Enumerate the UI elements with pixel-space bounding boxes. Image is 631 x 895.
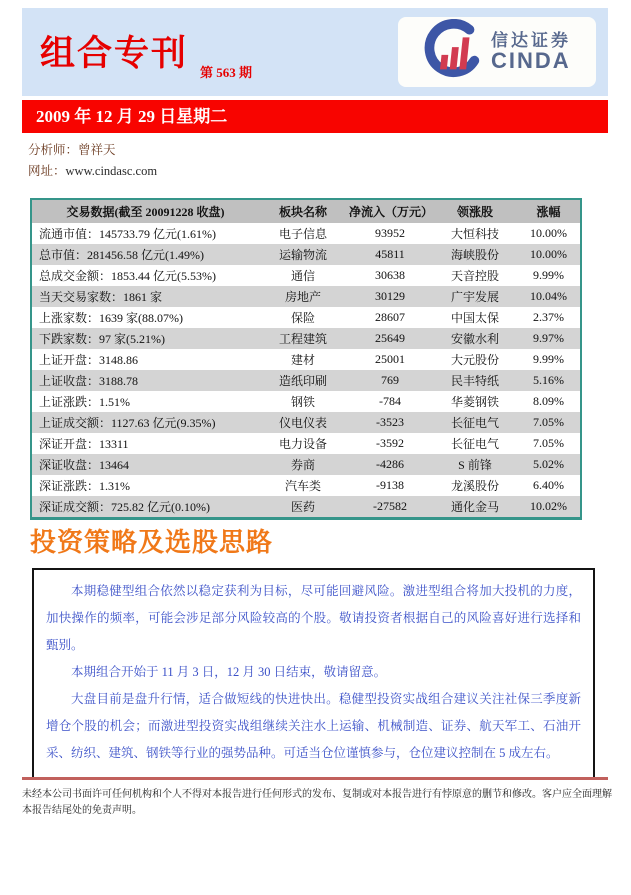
table-cell: 10.02% bbox=[530, 499, 567, 513]
table-cell: 7.05% bbox=[533, 436, 564, 450]
table-cell: -27582 bbox=[373, 499, 407, 513]
table-cell: -3523 bbox=[376, 415, 404, 429]
column-header: 净流入（万元） bbox=[347, 199, 433, 223]
table-cell: -4286 bbox=[376, 457, 404, 471]
date-banner: 2009 年 12 月 29 日星期二 bbox=[22, 100, 608, 133]
table-row bbox=[31, 433, 581, 454]
table-cell: 上涨家数：1639 家(88.07%) bbox=[39, 311, 183, 325]
table-row bbox=[31, 475, 581, 496]
table-cell: 45811 bbox=[375, 247, 405, 261]
table-cell: 上证开盘：3148.86 bbox=[39, 353, 139, 367]
table-row bbox=[31, 496, 581, 519]
analyst-name: 曾祥天 bbox=[78, 143, 116, 157]
table-row bbox=[31, 244, 581, 265]
table-cell: 造纸印刷 bbox=[278, 374, 327, 388]
logo-text bbox=[491, 32, 571, 73]
table-cell: 运输物流 bbox=[278, 248, 327, 262]
table-cell: 5.16% bbox=[533, 373, 564, 387]
column-header: 领涨股 bbox=[433, 199, 517, 223]
strategy-paragraph: 大盘目前是盘升行情，适合做短线的快进快出。稳健型投资实战组合建议关注社保三季度新增仓个股的机会；而激进型投资实战组继续关注水上运输、机械制造、证券、航天军工、石油开采、纺织、建筑、钢铁等行业的强势品种。可适当仓位谨慎参与，仓位建议控制在 5 成左右。 bbox=[46, 692, 581, 760]
table-row bbox=[31, 328, 581, 349]
table-cell: 2.37% bbox=[533, 310, 564, 324]
table-cell: 汽车类 bbox=[284, 479, 321, 493]
table-cell: 上证收盘：3188.78 bbox=[39, 374, 139, 388]
table-cell: -3592 bbox=[376, 436, 404, 450]
meta-block bbox=[28, 140, 157, 182]
masthead bbox=[22, 8, 608, 96]
analyst-line bbox=[28, 140, 157, 161]
logo-name-en: CINDA bbox=[491, 48, 571, 74]
table-cell: 海峡股份 bbox=[450, 248, 499, 262]
table-cell: 30129 bbox=[375, 289, 405, 303]
table-cell: 华菱钢铁 bbox=[450, 395, 499, 409]
table-cell: 上证涨跌：1.51% bbox=[39, 395, 130, 409]
table-cell: 深证涨跌：1.31% bbox=[39, 479, 130, 493]
table-cell: 93952 bbox=[375, 226, 405, 240]
table-cell: 10.00% bbox=[530, 226, 567, 240]
table-cell: 通信 bbox=[290, 269, 315, 283]
table-cell: 上证成交额：1127.63 亿元(9.35%) bbox=[39, 416, 216, 430]
table-cell: 大元股份 bbox=[450, 353, 499, 367]
table-cell: 深证开盘：13311 bbox=[39, 437, 129, 451]
table-cell: 长征电气 bbox=[450, 416, 499, 430]
strategy-section-title: 投资策略及选股思路 bbox=[30, 527, 274, 557]
table-cell: 长征电气 bbox=[450, 437, 499, 451]
table-cell: 5.02% bbox=[533, 457, 564, 471]
column-header: 交易数据(截至 20091228 收盘) bbox=[31, 199, 259, 223]
cinda-logo bbox=[398, 17, 596, 87]
table-row bbox=[31, 223, 581, 244]
table-cell: 天音控股 bbox=[450, 269, 499, 283]
table-cell: 医药 bbox=[290, 500, 315, 514]
table-cell: 当天交易家数：1861 家 bbox=[39, 290, 163, 304]
table-cell: 流通市值：145733.79 亿元(1.61%) bbox=[39, 227, 216, 241]
table-cell: -9138 bbox=[376, 478, 404, 492]
strategy-box bbox=[32, 568, 595, 779]
newsletter-title: 组合专刊 bbox=[40, 34, 189, 73]
table-cell: 电力设备 bbox=[278, 437, 327, 451]
table-cell: 769 bbox=[381, 373, 399, 387]
table-row bbox=[31, 412, 581, 433]
market-data-table bbox=[30, 198, 582, 520]
analyst-label: 分析师： bbox=[28, 143, 79, 157]
table-cell: 9.99% bbox=[533, 268, 564, 282]
table-cell: 安徽水利 bbox=[450, 332, 499, 346]
strategy-paragraph: 本期组合开始于 11 月 3 日，12 月 30 日结束，敬请留意。 bbox=[71, 665, 387, 679]
table-cell: 9.97% bbox=[533, 331, 564, 345]
table-cell: 25001 bbox=[375, 352, 405, 366]
table-row bbox=[31, 391, 581, 412]
table-cell: S 前锋 bbox=[458, 458, 492, 472]
table-row bbox=[31, 349, 581, 370]
table-cell: 10.00% bbox=[530, 247, 567, 261]
table-cell: 8.09% bbox=[533, 394, 564, 408]
table-cell: 深证收盘：13464 bbox=[39, 458, 130, 472]
table-cell: 民丰特纸 bbox=[450, 374, 499, 388]
logo-name-cn: 信达证券 bbox=[491, 30, 571, 50]
table-cell: 中国太保 bbox=[450, 311, 499, 325]
column-header: 涨幅 bbox=[517, 199, 581, 223]
table-cell: 仪电仪表 bbox=[278, 416, 327, 430]
column-header: 板块名称 bbox=[259, 199, 347, 223]
table-cell: 钢铁 bbox=[290, 395, 315, 409]
table-cell: 深证成交额：725.82 亿元(0.10%) bbox=[39, 500, 210, 514]
table-cell: 总市值：281456.58 亿元(1.49%) bbox=[39, 248, 204, 262]
table-cell: 房地产 bbox=[284, 290, 321, 304]
strategy-paragraph: 本期稳健型组合依然以稳定获利为目标，尽可能回避风险。激进型组合将加大投机的力度，加快操作的频率，可能会涉足部分风险较高的个股。敬请投资者根据自己的风险喜好进行选择和甄别。 bbox=[46, 584, 581, 652]
table-row bbox=[31, 265, 581, 286]
table-header-row bbox=[31, 199, 581, 223]
table-cell: 建材 bbox=[290, 353, 315, 367]
table-row bbox=[31, 370, 581, 391]
cinda-logo-icon bbox=[423, 19, 485, 86]
website-line bbox=[28, 161, 157, 182]
table-cell: 总成交金额：1853.44 亿元(5.53%) bbox=[39, 269, 216, 283]
table-cell: 25649 bbox=[375, 331, 405, 345]
table-cell: -784 bbox=[379, 394, 401, 408]
table-row bbox=[31, 307, 581, 328]
table-cell: 大恒科技 bbox=[450, 227, 499, 241]
disclaimer-text: 未经本公司书面许可任何机构和个人不得对本报告进行任何形式的发布、复制或对本报告进行有悖原意的删节和修改。客户应全面理解本报告结尾处的免责声明。 bbox=[22, 789, 612, 816]
issue-number: 第 563 期 bbox=[200, 65, 253, 80]
table-cell: 30638 bbox=[375, 268, 405, 282]
table-cell: 10.04% bbox=[530, 289, 567, 303]
table-cell: 下跌家数：97 家(5.21%) bbox=[39, 332, 165, 346]
table-cell: 28607 bbox=[375, 310, 405, 324]
table-cell: 保险 bbox=[290, 311, 315, 325]
footer-divider bbox=[22, 777, 608, 780]
table-cell: 广宇发展 bbox=[450, 290, 499, 304]
table-cell: 龙溪股份 bbox=[450, 479, 499, 493]
website-label: 网址： bbox=[28, 164, 66, 178]
table-cell: 9.99% bbox=[533, 352, 564, 366]
table-cell: 电子信息 bbox=[278, 227, 327, 241]
website-url: www.cindasc.com bbox=[65, 164, 158, 178]
table-cell: 6.40% bbox=[533, 478, 564, 492]
table-cell: 工程建筑 bbox=[278, 332, 327, 346]
table-cell: 7.05% bbox=[533, 415, 564, 429]
table-row bbox=[31, 454, 581, 475]
table-cell: 券商 bbox=[290, 458, 315, 472]
table-row bbox=[31, 286, 581, 307]
table-cell: 通化金马 bbox=[450, 500, 499, 514]
